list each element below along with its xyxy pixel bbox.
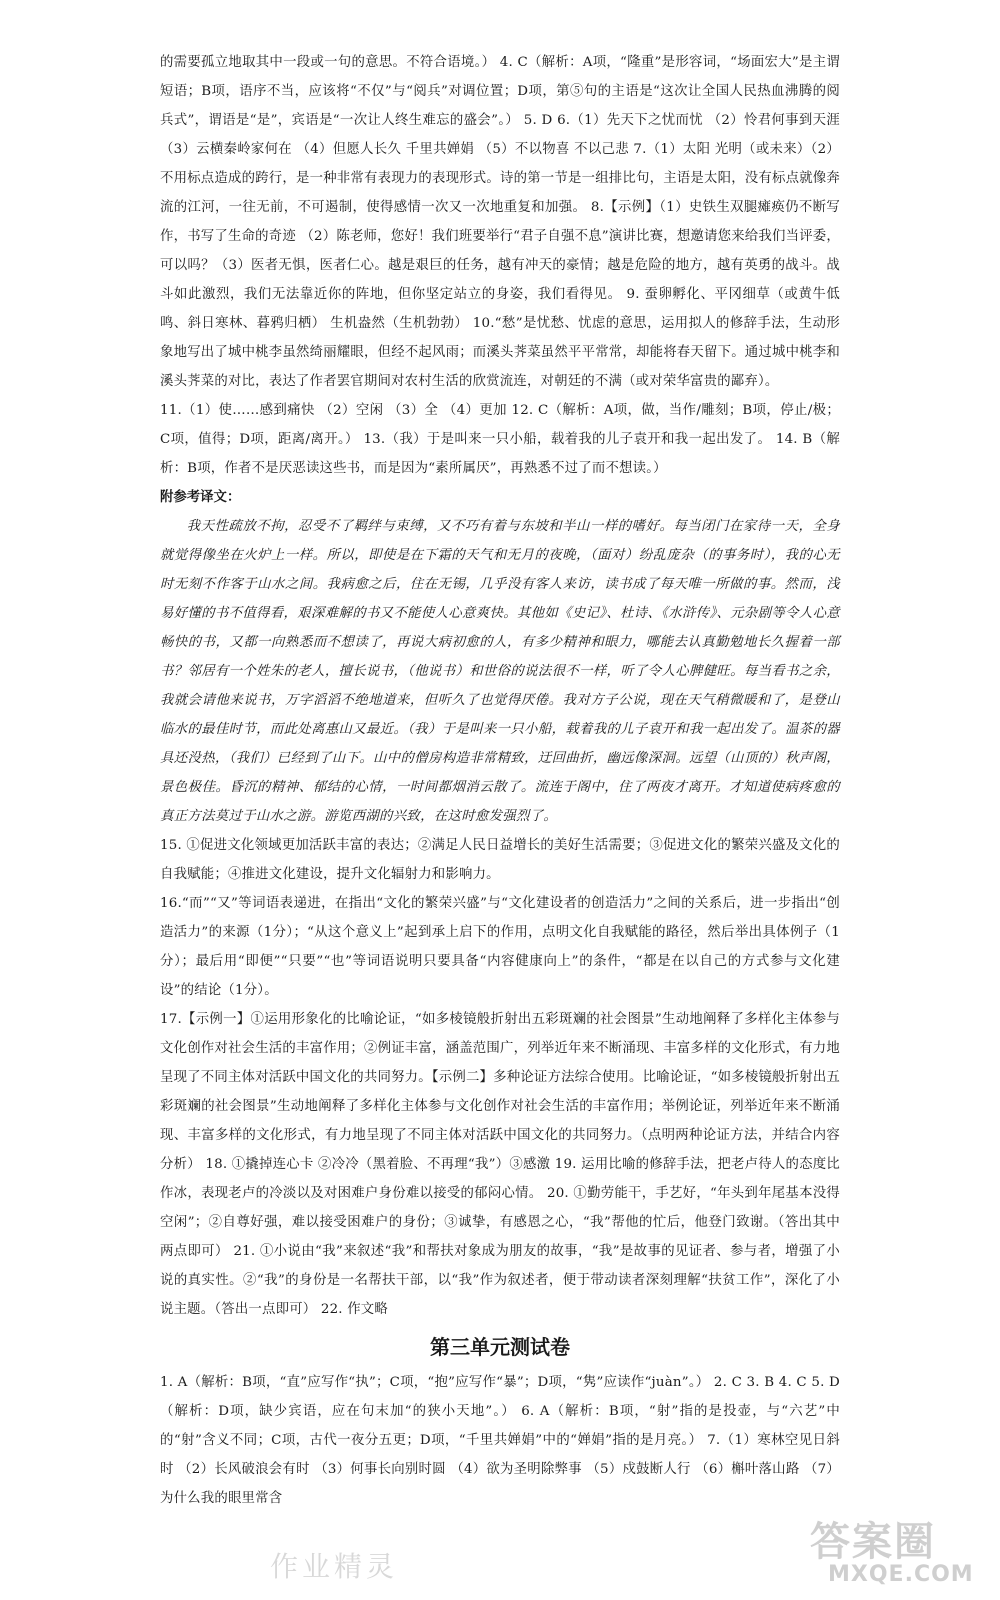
answer-page bbox=[160, 48, 840, 1513]
reference-translation: 我天性疏放不拘，忍受不了羁绊与束缚，又不巧有着与东坡和半山一样的嗜好。每当闭门在家待一天，全身就觉得像坐在火炉上一样。所以，即使是在下霜的天气和无月的夜晚，（面对）纷乱庞杂（的事务时），我的心无时无刻不作客于山水之间。我病愈之后，住在无锡，几乎没有客人来访，读书成了每天唯一所做的事。然而，浅易好懂的书不值得看，艰深难解的书又不能使人心意爽快。其他如《史记》、杜诗、《水浒传》、元杂剧等令人心意畅快的书，又都一向熟悉而不想读了，再说大病初愈的人，有多少精神和眼力，哪能去认真勤勉地长久握着一部书？邻居有一个姓朱的老人，擅长说书，（他说书）和世俗的说法很不一样，听了令人心脾健旺。每当看书之余，我就会请他来说书，万字滔滔不绝地道来，但听久了也觉得厌倦。我对方子公说，现在天气稍微暖和了，是登山临水的最佳时节，而此处离惠山又最近。（我）于是叫来一只小船，载着我的儿子袁开和我一起出发了。温茶的器具还没热，（我们）已经到了山下。山中的僧房构造非常精致，迂回曲折，幽远像深洞。远望（山顶的）秋声阁，景色极佳。昏沉的精神、郁结的心情，一时间都烟消云散了。流连于阁中，住了两夜才离开。才知道使病疼愈的真正方法莫过于山水之游。游览西湖的兴致，在这时愈发强烈了。 bbox=[160, 519, 840, 824]
answer-17-22: 17.【示例一】①运用形象化的比喻论证，“如多棱镜般折射出五彩斑斓的社会图景”生动地阐释了多样化主体参与文化创作对社会生活的丰富作用；②例证丰富，涵盖范围广，列举近年来不断涌现、丰富多样的文化形式，有力地呈现了不同主体对活跃中国文化的共同努力。【示例二】多种论证方法综合使用。比喻论证，“如多棱镜般折射出五彩斑斓的社会图景”生动地阐释了多样化主体参与文化创作对社会生活的丰富作用；举例论证，列举近年来不断涌现、丰富多样的文化形式，有力地呈现了不同主体对活跃中国文化的共同努力。（点明两种论证方法，并结合内容分析） 18. ①撬掉连心卡 ②冷冷（黑着脸、不再理“我”）③感激 19. 运用比喻的修辞手法，把老卢待人的态度比作冰，表现老卢的冷淡以及对困难户身份难以接受的郁闷心情。 20. ①勤劳能干，手艺好，“年头到年尾基本没得空闲”；②自尊好强，难以接受困难户的身份；③诚挚，有感恩之心，“我”帮他的忙后，他登门致谢。（答出其中两点即可） 21. ①小说由“我”来叙述“我”和帮扶对象成为朋友的故事，“我”是故事的见证者、参与者，增强了小说的真实性。②“我”的身份是一名帮扶干部，以“我”作为叙述者，便于带动读者深刻理解“扶贫工作”，深化了小说主题。（答出一点即可） 22. 作文略 bbox=[160, 1012, 840, 1317]
unit-answers: 1. A（解析：B项，“直”应写作“执”；C项，“抱”应写作“暴”；D项，“隽”应读作“juàn”。） 2. C 3. B 4. C 5. D（解析：D项，缺少宾语，应在句末加“的狭小天地”。） 6. A（解析：B项，“射”指的是投壶，与“六艺”中的“射”含义不同；C项，古代一夜分五更；D项，“千里共婵娟”中的“婵娟”指的是月亮。） 7.（1）寒林空见日斜时 （2）长风破浪会有时 （3）何事长向别时圆 （4）欲为圣明除弊事 （5）戍鼓断人行 （6）槲叶落山路 （7）为什么我的眼里常含 bbox=[160, 1375, 840, 1506]
answer-paragraph-2: 11.（1）使……感到痛快 （2）空闲 （3）全 （4）更加 12. C（解析：A项，做，当作/雕刻；B项，停止/极；C项，值得；D项，距离/离开。） 13.（我）于是叫来一只小船，载着我的儿子袁开和我一起出发了。 14. B（解析：B项，作者不是厌恶读这些书，而是因为“素所属厌”，再熟悉不过了而不想读。） bbox=[160, 403, 840, 476]
answer-15: 15. ①促进文化领域更加活跃丰富的表达；②满足人民日益增长的美好生活需要；③促进文化的繁荣兴盛及文化的自我赋能；④推进文化建设，提升文化辐射力和影响力。 bbox=[160, 838, 840, 882]
watermark-logo-domain: MXQE.COM bbox=[828, 1562, 974, 1587]
translation-heading: 附参考译文： bbox=[160, 490, 241, 505]
answer-16: 16.“而”“又”等词语表递进，在指出“文化的繁荣兴盛”与“文化建设者的创造活力”之间的关系后，进一步指出“创造活力”的来源（1分）；“从这个意义上”起到承上启下的作用，点明文化自我赋能的路径，然后举出具体例子（1分）；最后用“即便”“只要”“也”等词语说明只要具备“内容健康向上”的条件，“都是在以自己的方式参与文化建设”的结论（1分）。 bbox=[160, 896, 840, 998]
answer-paragraph-1: 的需要孤立地取其中一段或一句的意思。不符合语境。） 4. C（解析：A项，“隆重”是形容词，“场面宏大”是主谓短语；B项，语序不当，应该将“不仅”与“阅兵”对调位置；D项，第⑤句的主语是“这次让全国人民热血沸腾的阅兵式”，谓语是“是”，宾语是“一次让人终生难忘的盛会”。） 5. D 6.（1）先天下之忧而忧 （2）怜君何事到天涯 （3）云横秦岭家何在 （4）但愿人长久 千里共婵娟 （5）不以物喜 不以己悲 7.（1）太阳 光明（或未来）（2）不用标点造成的跨行，是一种非常有表现力的表现形式。诗的第一节是一组排比句，主语是太阳，没有标点就像奔流的江河，一往无前，不可遏制，使得感情一次又一次地重复和加强。 8.【示例】（1）史铁生双腿瘫痪仍不断写作，书写了生命的奇迹 （2）陈老师，您好！我们班要举行“君子自强不息”演讲比赛，想邀请您来给我们当评委，可以吗？（3）医者无惧，医者仁心。越是艰巨的任务，越有冲天的豪情；越是危险的地方，越有英勇的战斗。战斗如此激烈，我们无法靠近你的阵地，但你坚定站立的身姿，我们看得见。 9. 蚕卵孵化、平冈细草（或黄牛低鸣、斜日寒林、暮鸦归栖） 生机盎然（生机勃勃） 10.“愁”是忧愁、忧虑的意思，运用拟人的修辞手法，生动形象地写出了城中桃李虽然绮丽耀眼，但经不起风雨；而溪头荠菜虽然平平常常，却能将春天留下。通过城中桃李和溪头荠菜的对比，表达了作者罢官期间对农村生活的欣赏流连，对朝廷的不满（或对荣华富贵的鄙弃）。 bbox=[160, 55, 840, 389]
watermark-logo bbox=[800, 1510, 990, 1596]
unit-test-title: 第三单元测试卷 bbox=[430, 1335, 570, 1359]
watermark-logo-text: 答案圈 bbox=[810, 1519, 936, 1565]
watermark-left: 作业精灵 bbox=[270, 1550, 399, 1583]
